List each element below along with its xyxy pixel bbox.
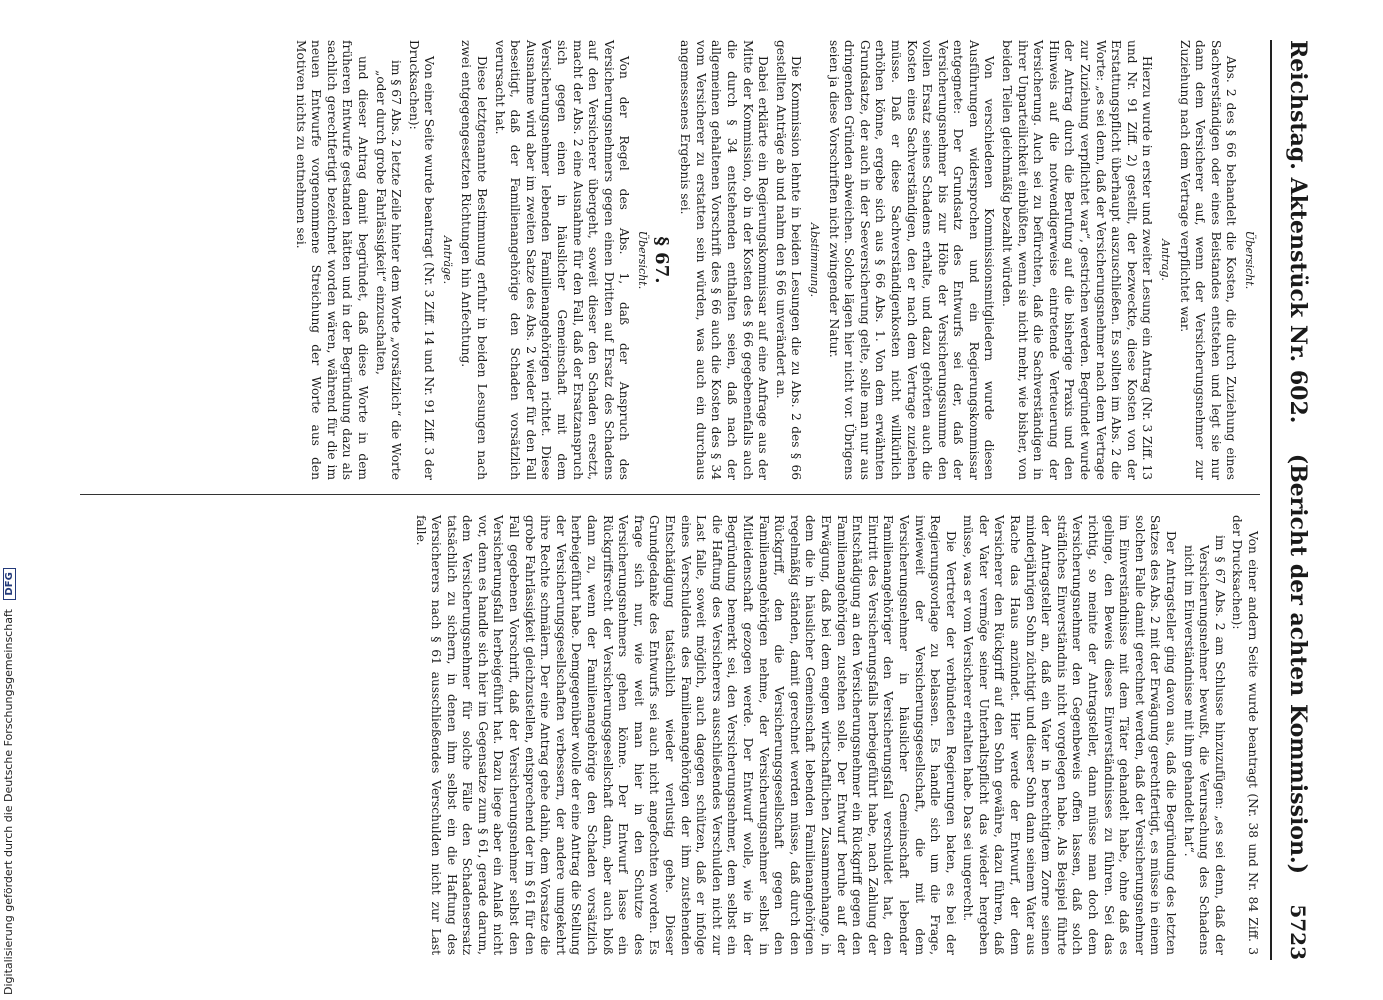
section-heading: § 67. — [650, 236, 672, 284]
quoted-amendment: im § 67 Abs. 2 am Schlusse hinzuzufügen: „es sei denn, daß der Versicherungsnehmer bewußt, die Verursachung des Schadens nicht im Einverständnisse mit ihm gehandelt hat“. — [1181, 535, 1227, 955]
header-left: Reichstag. Aktenstück Nr. 602. — [1285, 40, 1311, 424]
paragraph: Die Vertreter der verbündeten Regierungen baten, es bei der Regierungsvorlage zu belassen. Es handle sich um die Frage, inwieweit der Versicherungsgesellschaft, die mit dem Versicherungsnehmer in häuslicher Gemeinschaft lebender Familienangehöriger den Versicherungsfall verschuldet hat, den Eintritt des Versicherungsfalls herbeigeführt habe, nach Zahlung der Entschädigung an den Versicherungsnehmer ein Rückgriff gegen den Familienangehörigen zustehen solle. Der Entwurf beruhe auf der Erwägung, daß bei dem engen wirtschaftlichen Zusammenhange, in dem die in häuslicher Gemeinschaft lebenden Familienangehörigen regelmäßig ständen, damit gerechnet werden müsse, daß durch den Rückgriff, den die Versicherungsgesellschaft gegen den Familienangehörigen nehme, der Versicherungsnehmer selbst in Mitleidenschaft gezogen werde. Der Entwurf wolle, wie in der Begründung bemerkt sei, den Versicherungsnehmer, dem selbst ein die Haftung des Versicherers ausschließendes Verschulden nicht zur Last falle, soweit möglich, auch dagegen schützen, daß er infolge eines Verschuldens des Familienangehörigen der ihm zustehenden Entschädigung tatsächlich wieder verlustig gehe. Dieser Grundgedanke des Entwurfs sei auch nicht angefochten worden. Es frage sich nur, wie weit man hier in den Schutze des Versicherungsnehmers gehen könne. Der Entwurf lasse ein Rückgriffsrecht der Versicherungsgesellschaft dann, aber auch bloß dann zu, wenn der Familienangehörige den Schaden vorsätzlich herbeigeführt habe. Demgegenüber wolle der eine Antrag die Stellung der Versicherungsgesellschaften verbessern, der andere umgekehrt ihre Rechte schmälern. Der eine Antrag gehe dahin, dem Vorsatze die grobe Fahrlässigkeit gleichzustellen, entsprechend der im § 61 für den Fall gegebenen Vorschrift, daß der Versicherungsnehmer selbst den Versicherungsfall herbeigeführt hat. Dazu liege aber ein Anlaß nicht vor, denn es handle sich hier im Gegensatze zum § 61, gerade darum, dem Versicherungsnehmer für solche Fälle den Schadensersatz tatsächlich zu sichern, in denen ihm selbst ein die Haftung des Versicherers nach § 61 ausschließendes Verschulden nicht zur Last falle. — [413, 515, 958, 955]
paragraph: Hierzu wurde in erster und zweiter Lesung ein Antrag (Nr. 3 Ziff. 13 und Nr. 91 Ziff. 2) gestellt, der bezweckte, diese Kosten von der Erstattungspflicht überhaupt auszuschließen. Es sollten im Abs. 2 die Worte: „es sei denn, daß der Versicherungsnehmer nach dem Vertrage zur Zuziehung verpflichtet war“, gestrichen werden. Begründet wurde der Antrag durch die Berufung auf die bisherige Praxis und den Hinweis auf die notwendigerweise eintretende Verteuerung der Versicherung. Auch sei zu befürchten, daß die Sachverständigen in ihrer Unparteilichkeit einbüßten, wenn sie nicht mehr, wie bisher, von beiden Teilen gleichmäßig bezahlt würden. — [1000, 40, 1155, 480]
paragraph: und dieser Antrag damit begründet, daß diese Worte in dem früheren Entwurfe gestanden hätten und in der Begründung dazu als sachlich gerechtfertigt bezeichnet worden wären, während für die im neuen Entwurfe vorgenommene Streichung der Worte aus den Motiven nichts zu entnehmen sei. — [293, 40, 370, 480]
paragraph: Von verschiedenen Kommissionsmitgliedern wurde diesen Ausführungen widersprochen und ein Regierungskommissar entgegnete: Der Grundsatz des Entwurfs sei der, daß der Versicherungsnehmer bis zur Höhe der Versicherungssumme den vollen Ersatz seines Schadens erhalte, und dazu gehörten auch die Kosten eines Sachverständigen, den er nach dem Vertrage zuziehen müsse. Daß er diese Sachverständigenkosten nicht willkürlich erhöhen könne, ergebe sich aus § 66 Abs. 1. Von dem erwähnten Grundsatze, der auch in der Seeversicherung gelte, solle man nur aus dringenden Gründen abweichen. Solche lägen hier nicht vor. Übrigens seien ja diese Vorschriften nicht zwingender Natur. — [826, 40, 997, 480]
running-header — [1276, 40, 1320, 960]
paragraph: Die Kommission lehnte in beiden Lesungen die zu Abs. 2 des § 66 gestellten Anträge ab und nahm den § 66 unverändert an. — [773, 40, 804, 480]
paragraph: Der Antragsteller ging davon aus, daß die Begründung des letzten Satzes des Abs. 2 mit der Erwägung gerechtfertigt, es müsse in einem solchen Falle damit gerechnet werden, daß der Versicherungsnehmer im Einverständnisse mit dem Täter gehandelt habe, ohne daß es gelinge, den Beweis dieses Einverständnisses zu führen. Sei das richtig, so meinte der Antragsteller, dann müsse man doch dem Versicherungsnehmer den Gegenbeweis offen lassen, daß solch sträfliches Einverständnis nicht vorgelegen habe. Als Beispiel führte der Antragsteller an, daß ein Vater in berechtigtem Zorne seinen minderjährigen Sohn züchtigt und dieser Sohn dann seinem Vater aus Rache das Haus anzündet. Hier werde der Entwurf, der dem Versicherer den Rückgriff auf den Sohn gewähre, dazu führen, daß der Vater vermöge seiner Unterhaltspflicht das wieder hergeben müsse, was er vom Versicherer erhalten habe. Das sei ungerecht. — [961, 515, 1179, 955]
header-center: (Bericht der achten Kommission.) — [1285, 453, 1311, 875]
subheading: Abstimmung. — [807, 222, 821, 298]
subheading: Übersicht. — [1243, 230, 1256, 290]
paragraph: Von einer andern Seite wurde beantragt (Nr. 38 und Nr. 84 Ziff. 3 der Drucksachen): — [1230, 515, 1260, 955]
paragraph: Diese letztgenannte Bestimmung erfuhr in beiden Lesungen nach zwei entgegengesetzten Richtungen hin Anfechtung. — [459, 40, 490, 480]
paragraph: Abs. 2 des § 66 behandelt die Kosten, die durch Zuziehung eines Sachverständigen oder eines Beistandes entstehen und legt sie nur dann dem Versicherer auf, wenn der Versicherungsnehmer zur Zuziehung nach dem Vertrage verpflichtet war. — [1177, 40, 1239, 480]
subheading: Übersicht. — [636, 230, 650, 290]
paragraph: Dabei erklärte ein Regierungskommissar auf eine Anfrage aus der Mitte der Kommission, ob in der Kosten des § 66 gegebenenfalls auch die durch § 34 entstehenden enthalten seien, daß nach der allgemeinen gehaltenen Vorschrift des § 66 auch die Kosten des § 34 vom Versicherer zu erstatten sein würden, was auch ein durchaus angemessenes Ergebnis sei. — [678, 40, 771, 480]
dfg-logo: DFG — [3, 568, 16, 599]
page-number: 5723 — [1286, 904, 1310, 960]
right-column — [410, 515, 1260, 955]
column-divider — [80, 494, 1260, 495]
subheading: Anträge. — [440, 235, 454, 285]
subheading: Antrag. — [1159, 239, 1173, 281]
footer-text: Digitalisierung gefördert durch die Deutsche Forschungsgemeinschaft — [2, 609, 15, 995]
paragraph: Von einer Seite wurde beantragt (Nr. 3 Ziff. 14 und Nr. 91 Ziff. 3 der Drucksachen): — [406, 40, 437, 480]
quoted-amendment: im § 67 Abs. 2 letzte Zeile hinter dem Worte „vorsätzlich“ die Worte „oder durch grobe Fahrlässigkeit“ einzuschalten, — [373, 60, 404, 480]
left-column — [290, 40, 1260, 480]
paragraph: Von der Regel des Abs. 1, daß der Anspruch des Versicherungsnehmers gegen einen Dritten auf Ersatz des Schadens auf den Versicherer übergeht, soweit dieser den Schaden ersetzt, macht der Abs. 2 eine Ausnahme für den Fall, daß der Ersatzanspruch sich gegen einen in häuslicher Gemeinschaft mit dem Versicherungsnehmer lebenden Familienangehörigen richtet. Diese Ausnahme wird aber im zweiten Satze des Abs. 2 wieder für den Fall beseitigt, daß der Familienangehörige den Schaden vorsätzlich verursacht hat. — [492, 40, 632, 480]
header-rule — [1270, 40, 1272, 960]
footer-credit — [2, 572, 18, 995]
